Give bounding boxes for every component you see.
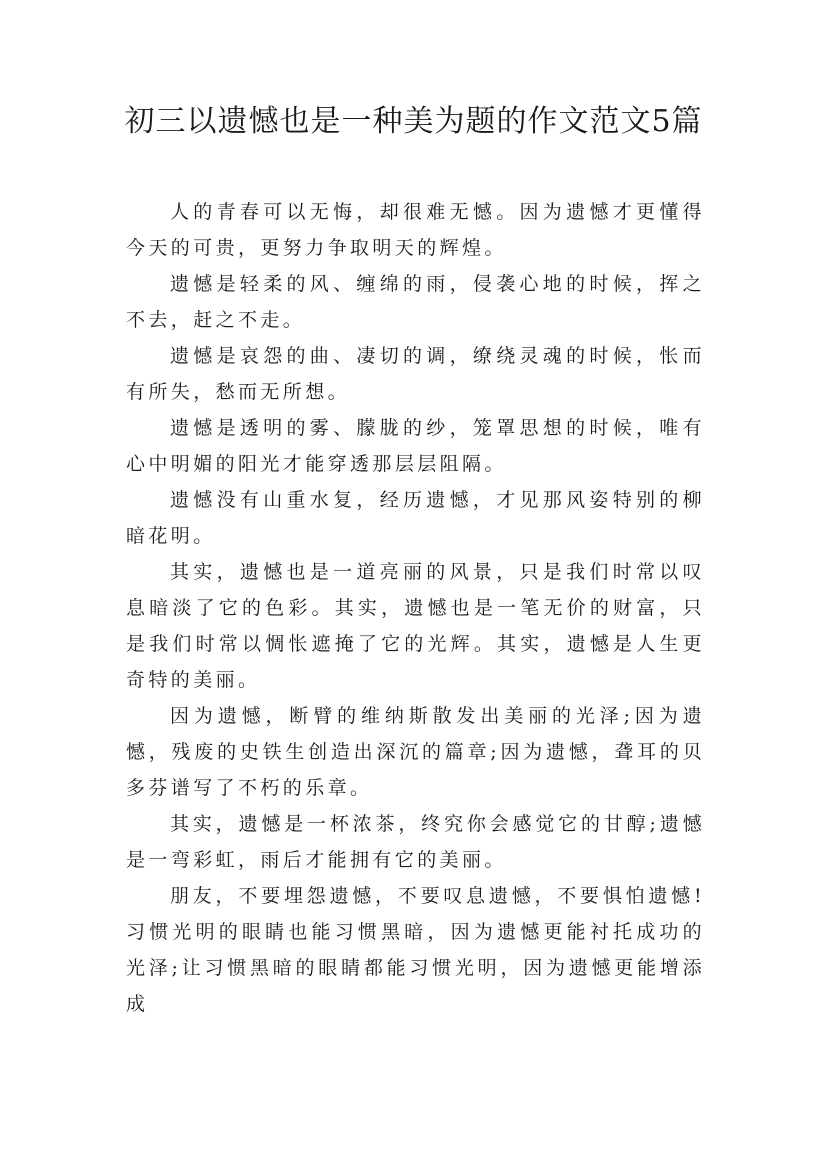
paragraph-7: 因为遗憾，断臂的维纳斯散发出美丽的光泽;因为遗憾，残废的史铁生创造出深沉的篇章;因为遗憾，聋耳的贝多芬谱写了不朽的乐章。 bbox=[126, 705, 705, 799]
paragraph-1: 人的青春可以无悔，却很难无憾。因为遗憾才更懂得今天的可贵，更努力争取明天的辉煌。 bbox=[126, 201, 705, 259]
paragraph-6: 其实，遗憾也是一道亮丽的风景，只是我们时常以叹息暗淡了它的色彩。其实，遗憾也是一笔无价的财富，只是我们时常以惆怅遮掩了它的光辉。其实，遗憾是人生更奇特的美丽。 bbox=[126, 561, 705, 691]
paragraph-3: 遗憾是哀怨的曲、凄切的调，缭绕灵魂的时候，怅而有所失，愁而无所想。 bbox=[126, 345, 705, 403]
paragraph-9: 朋友，不要埋怨遗憾，不要叹息遗憾，不要惧怕遗憾!习惯光明的眼睛也能习惯黑暗，因为遗憾更能衬托成功的光泽;让习惯黑暗的眼睛都能习惯光明，因为遗憾更能增添成 bbox=[126, 885, 705, 1015]
paragraph-2: 遗憾是轻柔的风、缠绵的雨，侵袭心地的时候，挥之不去，赶之不走。 bbox=[126, 273, 705, 331]
document-title: 初三以遗憾也是一种美为题的作文范文5篇 bbox=[124, 104, 703, 139]
paragraph-4: 遗憾是透明的雾、朦胧的纱，笼罩思想的时候，唯有心中明媚的阳光才能穿透那层层阻隔。 bbox=[126, 417, 705, 475]
paragraph-5: 遗憾没有山重水复，经历遗憾，才见那风姿特别的柳暗花明。 bbox=[126, 489, 705, 547]
paragraph-8: 其实，遗憾是一杯浓茶，终究你会感觉它的甘醇;遗憾是一弯彩虹，雨后才能拥有它的美丽。 bbox=[126, 813, 705, 871]
document-body bbox=[126, 194, 705, 1022]
